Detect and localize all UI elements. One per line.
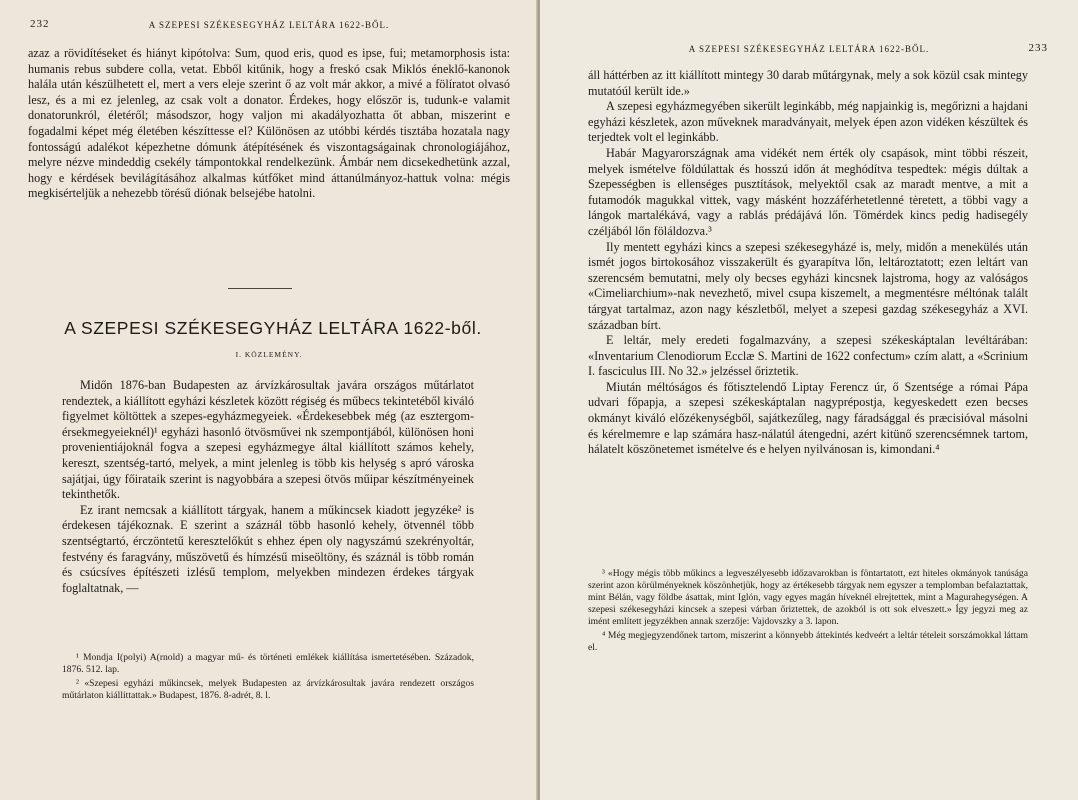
section-divider [228, 288, 292, 289]
page-number: 232 [30, 18, 50, 30]
paragraph: Ily mentett egyházi kincs a szepesi székesegyházé is, mely, midőn a menekülés után ismét jogos birtokosához visszakerült és gyarapítva lőn, leltároztatott; ezen leltárt van szerencsém bemutatni, mely oly becses egyházi kincsnek lajstroma, hogy az valóságos «Cimeliarchium»-nak nevezhető, mivel csupa kiszemelt, a megmentésre méltónak talált tárgyat tartalmaz, azon nagy készletből, melyet a szepesi gazdag székesegyház a XVI. században bírt. [588, 239, 1028, 332]
footnotes [588, 568, 1028, 656]
paragraph: Midőn 1876-ban Budapesten az árvízkárosultak javára országos műtárlatot rendeztek, a kiállított egyházi készletek között régiség és műbecs tekintetéből kiváló figyelmet költöttek a szepes-egyházmegyeiek. «Érdekesebbek még (az esztergom-érsekmegyeieknél)¹ egyházi hasonló ötvösművei nk szempontjából, különösen honi provenientiájoknál fogva a szepesi egyházmegye által kiállított számos kehely, kereszt, szentség-tartó, melyek, a mint jelenleg is több kis helység s apró városka sajátjai, úgy főirataik szerint is nagyobbára a szepesi ötvös műipar készítményeinek tekinthetők. [62, 378, 474, 502]
paragraph: Miután méltóságos és főtisztelendő Liptay Ferencz úr, ő Szentsége a római Pápa udvari főpapja, a szepesi székeskáptalan nagyprépostja, kegyeskedett ezen becses okmányt kiváló előzékenységből, sajátkezűleg, nagy fáradsággal és præcisióval másolni és kérelmemre e lap számára hasz-nálatúl átengedni, azért kitünő szerencsémnek tartom, hálatelt köszönetemet ismételve és e helyen nyilvánosan is, kimondani.⁴ [588, 379, 1028, 457]
paragraph: Ez irant nemcsak a kiállított tárgyak, hanem a műkincsek kiadott jegyzéke² is érdekesen tájékoznak. E szerint a százнál több hasonló kehely, ötvennél több szentségtartó, érczöntetű keresztelőkút s ehhez épen oly nagyszámú szekrényoltár, festvény és faragvány, műszövetű és hímzésű miseöltöny, és száznál is több román és csúcsíves építészeti izlésű templom, melyekben mindezen érdekes tárgyak foglaltatnak, — [62, 502, 474, 595]
paragraph: Habár Magyarországnak ama vidékét nem érték oly csapások, mint többi részeit, melyek ismételve földúlattak és hosszú időn át meghódítva tespedtek: mégis dúltak a Szepességben is ellenséges pusztítások, melyektől csak az maradt mentve, a mit a futamodók magukkal vittek, vagy másként hozzáférhetetlenné tėretett, a többi vagy a lángok martalékává, vagy a rablás prédájává lőn. Tömérdek kincs pedig hadisegély czéljából lőn föláldozva.³ [588, 145, 1028, 238]
right-page [540, 0, 1078, 800]
page-number: 233 [1028, 42, 1048, 54]
right-page-header [570, 44, 1048, 62]
paragraph: azaz a rövidítéseket és hiányt kipótolva: Sum, quod eris, quod es ipse, fui; metamorphosis ista: humanis rebus subdere colla, vetat. Ebből kitűnik, hogy a freskó csak Miklós éneklő-kanonok halála után készülhetett el, mert a vers eleje szerint ő az volt már akkor, a mivé a fölíratot olvasó lesz, és a mi ez jelenleg, az csak volt a donator. Érdekes, hogy először is, tudunk-e valamit donatorunkról, életéről; másodszor, hogy valjon mi akadályozhatta őt abban, miszerint e fogadalmi képet még életében készíttesse el? Különösen az utóbbi kérdés tisztába hozatala nagy fontosságú adalékot képezhetne dómunk átépítésének és viszontagságainak chronologiájához, melyre nézve mindeddig csekély támpontokkal rendelkezünk. Ámbár nem dicsekedhetünk azzal, hogy e kérdések bevilágításához alkalmas kútfőket mind áttanúlmányoz-hattuk volna: mégis megkisérteljük a nehezebb törésű diónak belsejébe hatolni. [28, 46, 510, 201]
article-body [588, 68, 1028, 458]
footnotes [62, 652, 474, 704]
running-head: A SZEPESI SZÉKESEGYHÁZ LELTÁRA 1622-BŐL. [148, 20, 390, 30]
footnote: ² «Szepesi egyházi műkincsek, melyek Budapesten az árvízkárosultak javára rendezett országos műtárlaton kiállíttattak.» Budapest, 1876. 8-adrét, 8. l. [62, 678, 474, 701]
paragraph: áll háttérben az itt kiállított mintegy 30 darab műtárgynak, mely a sok közül csak mintegy mutatóúl került ide.» [588, 68, 1028, 98]
article-title: A SZEPESI SZÉKESEGYHÁZ LELTÁRA 1622-ből. [64, 318, 482, 338]
footnote: ¹ Mondja I(polyi) A(rnold) a magyar mű- és történeti emlékek kiállítása ismertetésében. Századok, 1876. 512. lap. [62, 652, 474, 675]
footnote: ³ «Hogy mégis több műkincs a legveszélyesebb időzavarokban is föntartatott, ezt hiteles okmányok tanúsága szerint azon körülményeknek köszönhetjük, hogy az értékesebb tárgyak nem egyszer a templomban befalaztattak, mint Bélán, vagy földbe ásattak, mint Iglón, vagy egyes magán híveknél elrejtettek, mint a Magurahegységen. A szepesi székesegyházi kincsek a szepesi várban őriztettek, de azokból is ott sok elveszett.» Így jegyzi meg az imént említett jegyzékben annak szerzője: Vajdovszky a 3. lapon. [588, 568, 1028, 627]
article-body [62, 378, 474, 596]
article-subtitle: I. KÖZLEMÉNY. [235, 350, 303, 359]
continued-paragraph [28, 46, 510, 202]
footnote: ⁴ Még megjegyzendőnek tartom, miszerint a könnyebb áttekintés kedveért a leltár tételeit sorszámokkal láttam el. [588, 630, 1028, 653]
left-page-header [30, 20, 508, 38]
running-head: A SZEPESI SZÉKESEGYHÁZ LELTÁRA 1622-BŐL. [688, 44, 930, 54]
left-page [0, 0, 538, 800]
paragraph: A szepesi egyházmegyében sikerült leginkább, még napjainkig is, megőrizni a hajdani egyházi készletek, azon műveknek maradványait, melyek épen azon vidéken készültek és terjedtek volt el leginkább. [588, 99, 1028, 145]
paragraph: E leltár, mely eredeti fogalmazvány, a szepesi székeskáptalan levéltárában: «Inventarium Clenodiorum Ecclæ S. Martini de 1622 confectum» czím alatt, a «Scrinium I. fasciculus III. No 32.» jelzéssel őriztetik. [588, 333, 1028, 379]
